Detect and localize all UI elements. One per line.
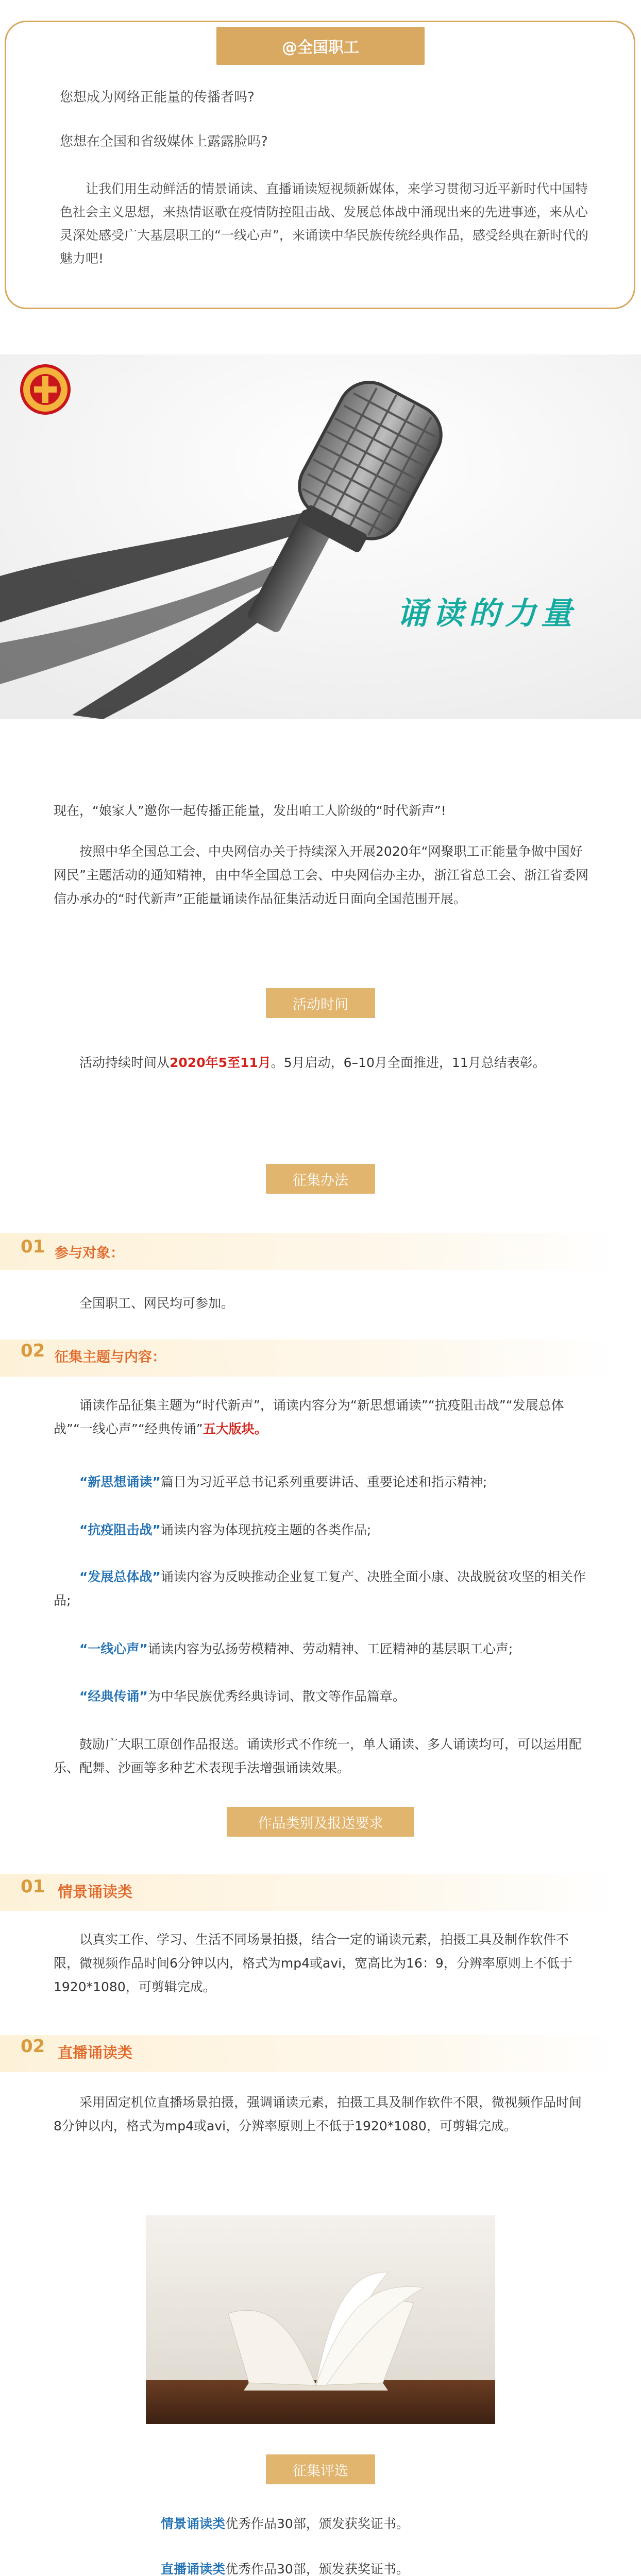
award-item: 直播诵读类优秀作品30部，颁发获奖证书。 bbox=[161, 2562, 409, 2576]
types-01-text: 以真实工作、学习、生活不同场景拍摄，结合一定的诵读元素，拍摄工具及制作软件不限，微视频作品时间6分钟以内，格式为mp4或avi，宽高比为16：9，分辨率原则上不低于1920*1080，可剪辑完成。 bbox=[54, 1932, 572, 1994]
sub-item-new-thought: “新思想诵读”篇目为习近平总书记系列重要讲话、重要论述和指示精神; bbox=[79, 1475, 487, 1489]
method-01-number: 01 bbox=[21, 1236, 45, 1257]
intro-question-1: 您想成为网络正能量的传播者吗? bbox=[60, 90, 255, 105]
time-tag: 活动时间 bbox=[266, 988, 375, 1018]
sub-item-anti-epidemic: “抗疫阻击战”诵读内容为体现抗疫主题的各类作品; bbox=[79, 1522, 372, 1537]
types-02-label: 直播诵读类 bbox=[58, 2044, 133, 2061]
types-01-number: 01 bbox=[21, 1876, 45, 1897]
method-02-label: 征集主题与内容： bbox=[55, 1349, 166, 1365]
types-01-label: 情景诵读类 bbox=[58, 1883, 133, 1901]
trade-union-logo-icon bbox=[20, 364, 71, 415]
hero-title: 诵读的力量 bbox=[397, 596, 577, 632]
method-02-number: 02 bbox=[21, 1341, 45, 1361]
method-tag: 征集办法 bbox=[266, 1164, 375, 1194]
sub-item-development: “发展总体战”诵读内容为反映推动企业复工复产、决胜全面小康、决战脱贫攻坚的相关作品; bbox=[54, 1569, 586, 1608]
lead-line: 现在，“娘家人”邀你一起传播正能量，发出咱工人阶级的“时代新声”! bbox=[54, 803, 446, 818]
sub-item-frontline: “一线心声”诵读内容为弘扬劳模精神、劳动精神、工匠精神的基层职工心声; bbox=[79, 1641, 513, 1656]
method-01-text: 全国职工、网民均可参加。 bbox=[79, 1296, 234, 1311]
time-paragraph: 活动持续时间从2020年5至11月。5月启动，6–10月全面推进，11月总结表彰。 bbox=[79, 1055, 546, 1070]
sub-item-classic: “经典传诵”为中华民族优秀经典诗词、散文等作品篇章。 bbox=[79, 1689, 406, 1704]
method-closing: 鼓励广大职工原创作品报送。诵读形式不作统一，单人诵读、多人诵读均可，可以运用配乐、配舞、沙画等多种艺术表现手法增强诵读效果。 bbox=[54, 1737, 582, 1775]
lead-paragraph: 按照中华全国总工会、中央网信办关于持续深入开展2020年“网聚职工正能量争做中国好网民”主题活动的通知精神，由中华全国总工会、中央网信办主办，浙江省总工会、浙江省委网信办承办的“时代新声”正能量诵读作品征集活动近日面向全国范围开展。 bbox=[54, 844, 588, 906]
awards-tag: 征集评选 bbox=[266, 2454, 375, 2484]
method-02-text: 诵读作品征集主题为“时代新声”，诵读内容分为“新思想诵读”“抗疫阻击战”“发展总体战”“一线心声”“经典传诵”五大版块。 bbox=[54, 1398, 564, 1436]
types-02-number: 02 bbox=[21, 2036, 45, 2057]
intro-tag: @全国职工 bbox=[216, 27, 425, 65]
types-tag: 作品类别及报送要求 bbox=[227, 1807, 414, 1837]
award-item: 情景诵读类优秀作品30部，颁发获奖证书。 bbox=[161, 2516, 409, 2531]
intro-paragraph: 让我们用生动鲜活的情景诵读、直播诵读短视频新媒体，来学习贯彻习近平新时代中国特色社会主义思想，来热情讴歌在疫情防控阻击战、发展总体战中涌现出来的先进事迹，来从心灵深处感受广大基层职工的“一线心声”，来诵读中华民族传统经典作品，感受经典在新时代的魅力吧! bbox=[60, 181, 588, 266]
intro-question-2: 您想在全国和省级媒体上露露脸吗? bbox=[60, 134, 268, 149]
microphone-icon bbox=[0, 354, 641, 719]
hero-banner bbox=[0, 354, 641, 719]
method-01-label: 参与对象： bbox=[55, 1245, 124, 1261]
time-highlight: 2020年5至11月 bbox=[170, 1055, 271, 1070]
types-02-text: 采用固定机位直播场景拍摄，强调诵读元素，拍摄工具及制作软件不限，微视频作品时间8分钟以内，格式为mp4或avi，分辨率原则上不低于1920*1080，可剪辑完成。 bbox=[54, 2095, 582, 2133]
open-book-photo bbox=[146, 2215, 495, 2424]
